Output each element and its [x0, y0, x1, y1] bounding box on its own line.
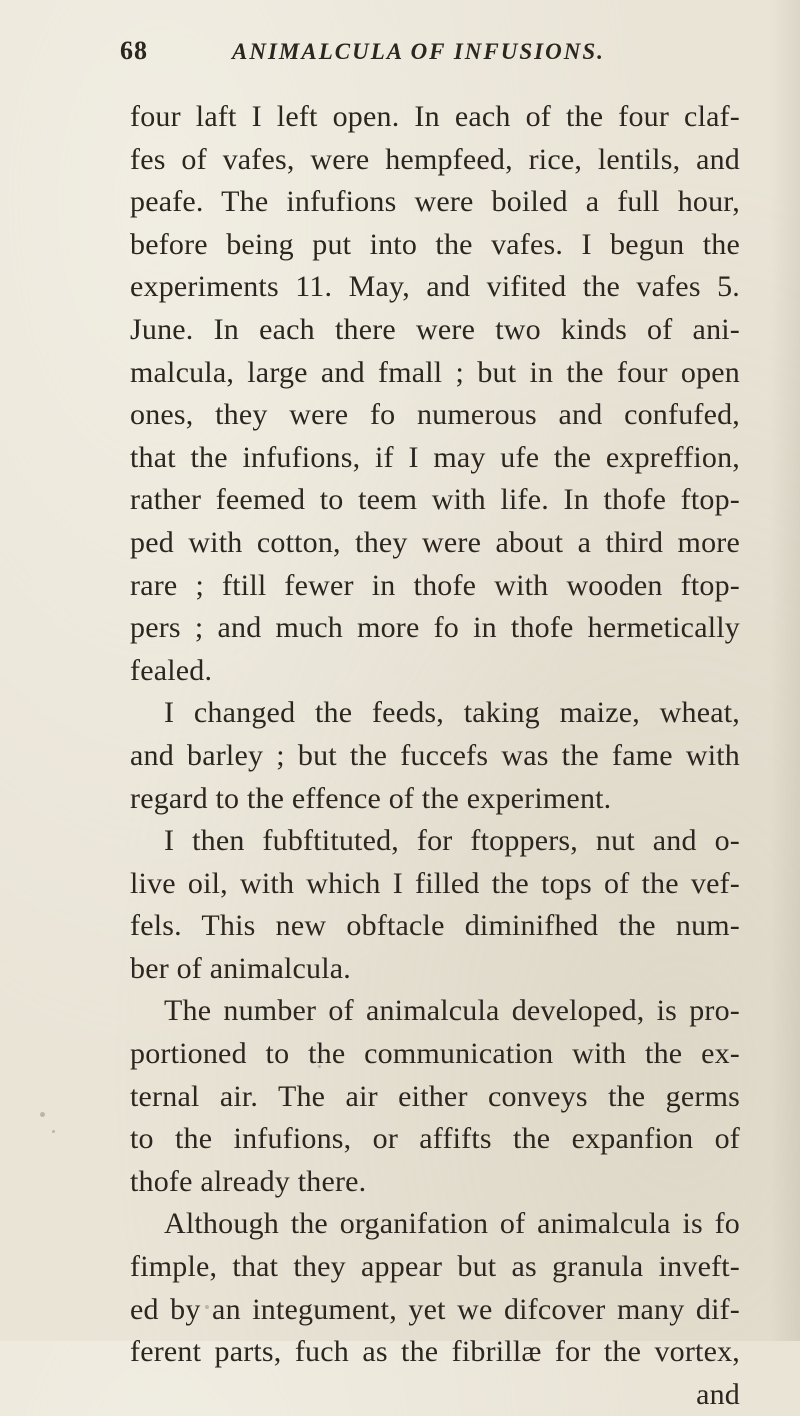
text-line: before being put into the vafes. I begun the: [130, 227, 740, 261]
text-line: ed by an integument, yet we difcover many dif-: [130, 1292, 740, 1326]
paragraph-end-line: thofe already there.: [130, 1164, 367, 1198]
text-line: pers ; and much more fo in thofe hermetically: [130, 611, 740, 645]
paragraph-start-line: I changed the feeds, taking maize, wheat,: [164, 696, 740, 730]
text-line: ternal air. The air either conveys the germs: [130, 1079, 740, 1113]
paragraph-end-line: regard to the effence of the experiment.: [130, 781, 612, 815]
text-line: malcula, large and fmall ; but in the four open: [130, 355, 740, 389]
paper-spot: [205, 1305, 209, 1309]
text-line: fimple, that they appear but as granula inveft-: [130, 1250, 740, 1284]
catchword: and: [696, 1377, 740, 1411]
text-line: ped with cotton, they were about a third more: [130, 525, 740, 559]
paragraph-start-line: The number of animalcula developed, is pro-: [164, 994, 740, 1028]
text-line: four laft I left open. In each of the four claf-: [130, 100, 740, 133]
text-line: to the infufions, or affifts the expanfion of: [130, 1122, 740, 1156]
text-line: June. In each there were two kinds of ani-: [130, 312, 740, 346]
body-text: [130, 96, 740, 1416]
text-line: fels. This new obftacle diminifhed the num-: [130, 909, 740, 943]
paragraph-start-line: I then fubftituted, for ftoppers, nut and o-: [164, 824, 740, 858]
paragraph-start-line: Although the organifation of animalcula is fo: [164, 1207, 740, 1241]
text-line: peafe. The infufions were boiled a full hour,: [130, 185, 740, 219]
text-line: live oil, with which I filled the tops of the vef-: [130, 866, 740, 900]
text-line: ferent parts, fuch as the fibrillæ for the vortex,: [130, 1335, 740, 1369]
paper-spot: [52, 1130, 55, 1133]
page-edge-shadow: [770, 0, 800, 1341]
running-head: [120, 36, 740, 76]
text-line: ones, they were fo numerous and confufed,: [130, 398, 740, 432]
text-line: rather feemed to teem with life. In thofe ftop-: [130, 483, 740, 517]
text-line: fes of vafes, were hempfeed, rice, lentils, and: [130, 142, 740, 176]
text-line: that the infufions, if I may ufe the expreffion,: [130, 440, 740, 474]
running-title: ANIMALCULA OF INFUSIONS.: [232, 39, 605, 64]
text-line: rare ; ftill fewer in thofe with wooden ftop-: [130, 568, 740, 602]
page-number: 68: [120, 36, 148, 65]
paper-spot: [318, 1065, 321, 1068]
paragraph-end-line: ber of animalcula.: [130, 951, 351, 985]
paragraph-end-line: fealed.: [130, 653, 213, 687]
text-line: and barley ; but the fuccefs was the fame with: [130, 738, 740, 772]
text-line: experiments 11. May, and vifited the vafes 5.: [130, 270, 740, 304]
paper-spot: [40, 1112, 45, 1117]
text-line: portioned to the communication with the ex-: [130, 1037, 740, 1071]
